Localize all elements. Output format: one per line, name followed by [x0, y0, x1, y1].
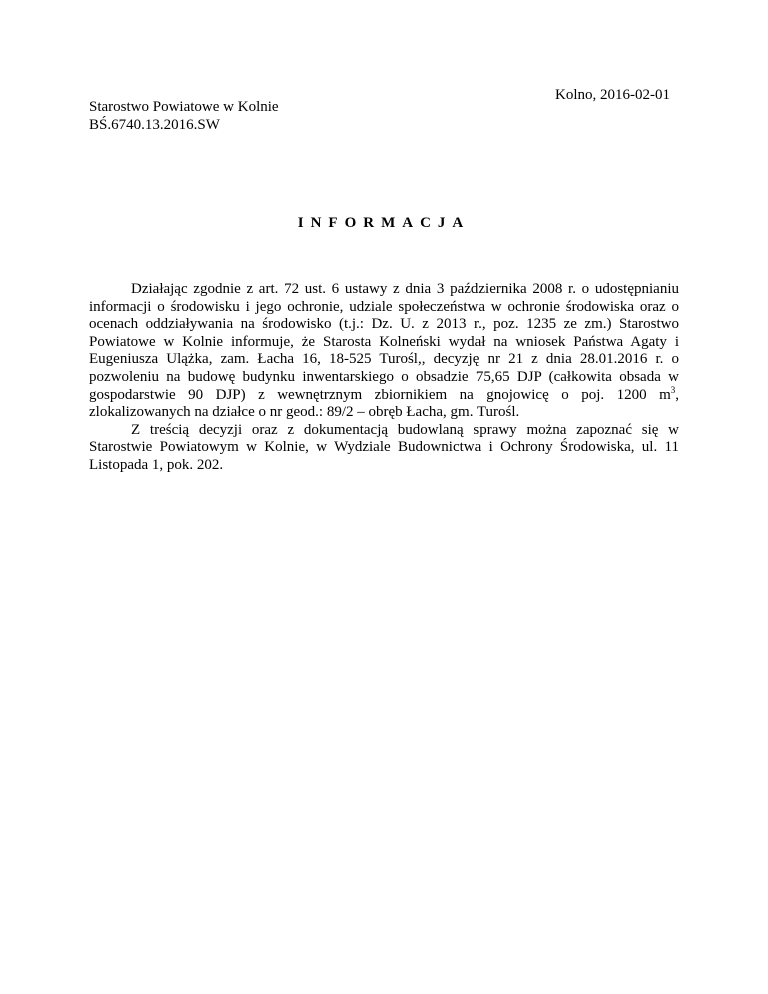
document-body — [89, 281, 679, 475]
paragraph-1 — [89, 281, 679, 422]
unit-superscript: 3 — [670, 384, 676, 395]
reference-number: BŚ.6740.13.2016.SW — [89, 117, 220, 133]
sender-block — [89, 98, 279, 134]
office-name: Starostwo Powiatowe w Kolnie — [89, 99, 279, 115]
paragraph-1-text: Działając zgodnie z art. 72 ust. 6 ustawy z dnia 3 października 2008 r. o udostępnianiu informacji o środowisku i jego ochronie, udziale społeczeństwa w ochronie środowiska oraz o ocenach oddziaływania na środowisko (t.j.: Dz. U. z 2013 r., poz. 1235 ze zm.) Starostwo Powiatowe w Kolnie informuje, że Starosta Kolneński wydał na wniosek Państwa Agaty i Eugeniusza Ulążka, zam. Łacha 16, 18-525 Turośl,, decyzję nr 21 z dnia 28.01.2016 r. o pozwoleniu na budowę budynku inwentarskiego o obsadzie 75,65 DJP (całkowita obsada w gospodarstwie 90 DJP) z wewnętrznym zbiornikiem na gnojowicę o poj. 1200 m — [89, 281, 679, 403]
place-and-date: Kolno, 2016-02-01 — [555, 87, 670, 103]
paragraph-2: Z treścią decyzji oraz z dokumentacją budowlaną sprawy można zapoznać się w Starostwie Powiatowym w Kolnie, w Wydziale Budownictwa i Ochrony Środowiska, ul. 11 Listopada 1, pok. 202. — [89, 421, 679, 473]
paragraph-1-text-end: , zlokalizowanych na działce o nr geod.: 89/2 – obręb Łacha, gm. Turośl. — [89, 386, 679, 421]
document-title: INFORMACJA — [297, 215, 471, 231]
